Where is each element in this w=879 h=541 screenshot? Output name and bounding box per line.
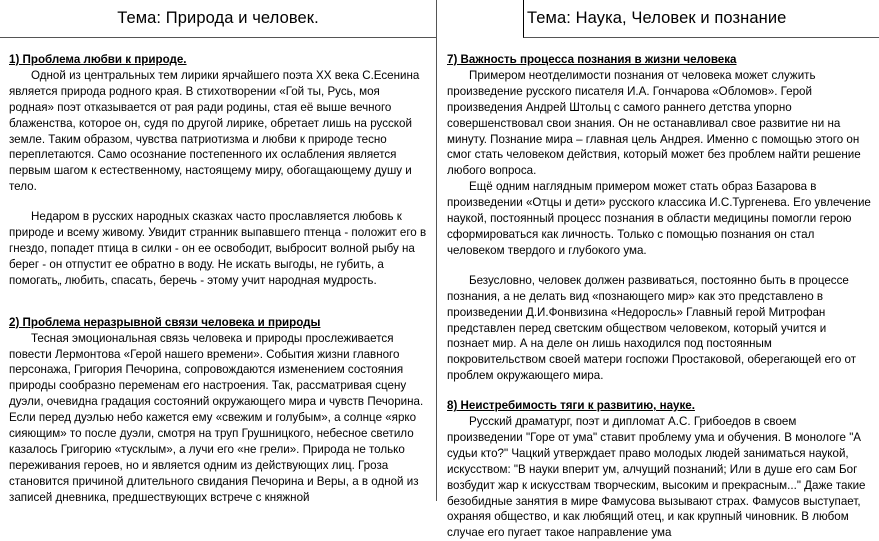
left-column-body xyxy=(0,38,436,506)
section-2-paragraph-1: Тесная эмоциональная связь человека и природы прослеживается xyxy=(31,331,394,345)
section-1-paragraph-2: Недаром в русских народных сказках часто прославляется любовь к природе и всему живому. Увидит странник выпавшего птенца - положит его в гнездо, попадет птица в силки - он ее освободит, выбросит волной рыбу на берег - он отпустит ее обратно в воду. Не искать выгоды, не губить, а помогать„ любить, спасать, беречь - этому учит народная мудрость. xyxy=(9,210,427,287)
section-7-paragraph-1: Примером неотделимости познания от человека может служить произведение русского писателя И.А. Гончарова «Обломов». Герой произведения Андрей Штольц с самого раннего детства упорно совершенствовал свои знания. Он не останавливал свое развитие ни на минуту. Познание мира – главная цель Андрея. Именно с помощью этого он смог стать человеком действия, который может без проблем найти решение любого вопроса. xyxy=(447,68,861,178)
section-1-paragraph-1: Одной из центральных тем лирики ярчайшего поэта XX века С.Есенина является природа родного края. В стихотворении «Гой ты, Русь, моя родная» поэт отказывается от рая ради родины, стая её выше вечного блаженства, которое он, судя по другой лирике, обретает лишь на русской земле. Таким образом, чувства патриотизма и любви к природе тесно переплетаются. Само осознание постепенного их ослабления является первым шагом к естественному, настоящему миру, обогащающему душу и тело. xyxy=(9,68,420,194)
section-2-paragraph-2: повести Лермонтова «Герой нашего времени». События жизни главного персонажа, Григория Печорина, сопровождаются изменением состояния природы сообразно переменам его настроения. Так, рассматривая сцену дуэли, очевидна градация состояний окружающего мира и чувств Печорина. Если перед дуэлью небо кажется ему «свежим и голубым», а солнце «ярко сияющим» то после дуэли, смотря на труп Грушницкого, небесное светило казалось Григорию «тусклым», а лучи его «не грели». Природа не только переживания героев, но и является одним из действующих лиц. Гроза становится причиной длительного свидания Печорина и Веры, а в одной из записей дневника, предшествующих встрече с княжной xyxy=(9,347,424,504)
right-column-title: Тема: Наука, Человек и познание xyxy=(523,0,879,38)
section-1-heading: 1) Проблема любви к природе. xyxy=(9,53,187,66)
left-column-title: Тема: Природа и человек. xyxy=(0,0,436,38)
section-7-heading: 7) Важность процесса познания в жизни человека xyxy=(447,53,737,66)
section-8-paragraph-1: Русский драматург, поэт и дипломат А.С. Грибоедов в своем произведении "Горе от ума" ставит проблему ума и обучения. В монологе "А судьи кто?" Чацкий утверждает право молодых людей заниматься наукой, искусством: "В науки вперит ум, алчущий познаний; Или в душе его сам Бог возбудит жар к искусствам творческим, высоким и прекрасным..." Даже такие безобидные занятия в мире Фамусова вызывают страх. Фамусов выступает, охраняя общество, и как любящий отец, и как крупный чиновник. В любом случае его пугает такое направление ума xyxy=(447,415,866,540)
left-column xyxy=(0,0,437,504)
right-column xyxy=(438,0,879,540)
right-column-body xyxy=(438,38,879,541)
section-2-heading: 2) Проблема неразрывной связи человека и природы xyxy=(9,315,321,329)
section-7-paragraph-3: Безусловно, человек должен развиваться, постоянно быть в процессе познания, а не делать вид «познающего мир» как это представлено в произведении Д.И.Фонвизина «Недоросль» Главный герой Митрофан представлен перед светским обществом человеком, который учится и познает мир. А на деле он лишь находился под постоянным покровительством своей матери госпожи Простаковой, оберегающей его от проблем окружающего мира. xyxy=(447,273,857,383)
section-7-paragraph-2: Ещё одним наглядным примером может стать образ Базарова в произведении «Отцы и дети» русского классика И.С.Тургенева. Его увлечение наукой, постоянный процесс познания в области медицины помогли герою сформироваться как личность. Только с помощью познания он стал человеком твердого и глубокого ума. xyxy=(447,180,871,257)
section-8-heading: 8) Неистребимость тяги к развитию, науке. xyxy=(447,399,695,413)
